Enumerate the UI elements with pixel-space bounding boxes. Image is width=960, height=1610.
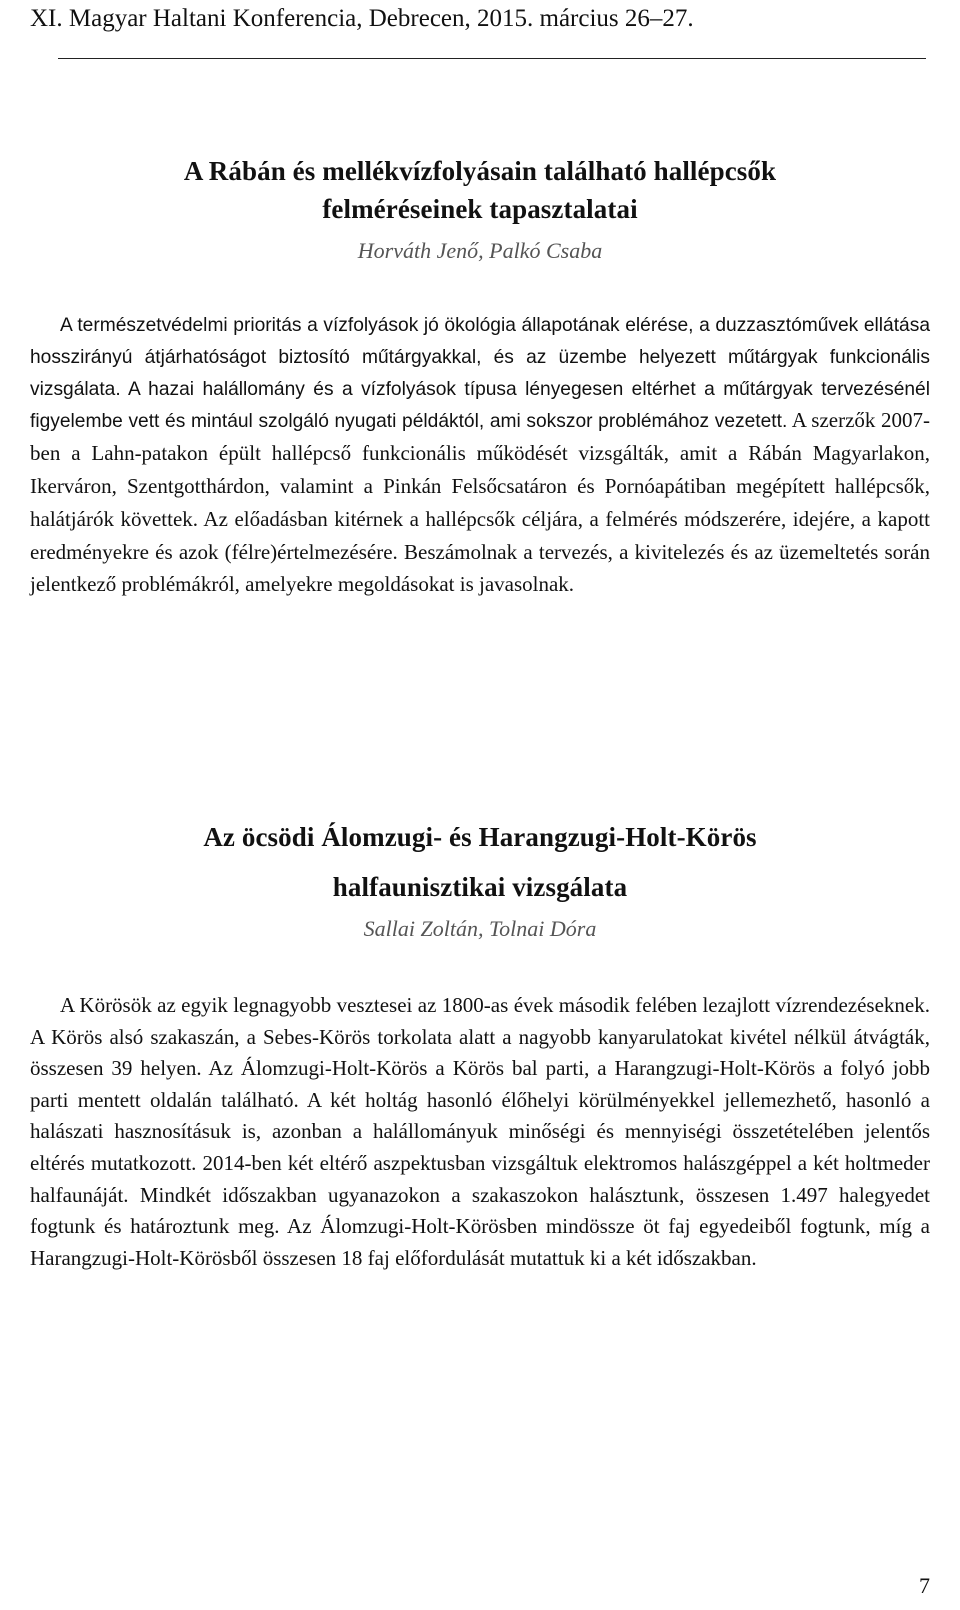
article-1-authors: Horváth Jenő, Palkó Csaba — [357, 238, 603, 263]
running-header: XI. Magyar Haltani Konferencia, Debrecen, 2015. március 26–27. — [30, 5, 694, 32]
article-2-title-line-1: Az öcsödi Álomzugi- és Harangzugi-Holt-Körös — [203, 822, 757, 852]
article-2-authors: Sallai Zoltán, Tolnai Dóra — [363, 916, 597, 941]
article-1-abstract-part-1: A természetvédelmi prioritás a vízfolyások jó ökológia állapotának elérése, a duzzasztóművek ellátása hosszirányú átjárhatóságot biztosító műtárgyakkal, és az üzembe helyezett műtárgyak funkcionális vizsgálata. A hazai halállomány és a vízfolyások típusa lényegesen eltérhet a műtárgyak tervezésénél figyelembe vett és mintául szolgáló nyugati példáktól, ami sokszor problémához vezetett. — [30, 315, 930, 433]
article-1-title — [30, 152, 930, 228]
article-1-abstract — [30, 310, 930, 602]
header-rule — [58, 58, 926, 59]
article-1-title-line-1: A Rábán és mellékvízfolyásain található hallépcsők — [183, 156, 777, 186]
article-1-title-line-2: felméréseinek tapasztalatai — [322, 194, 638, 224]
article-1-abstract-part-2: A szerzők 2007-ben a Lahn-patakon épült hallépcső funkcionális működését vizsgálták, amit a Rábán Magyarlakon, Ikerváron, Szentgotthárdon, valamint a Pinkán Felsőcsatáron és Pornóapátiban megépített hallépcsők, halátjárók követtek. Az előadásban kitérnek a hallépcsők céljára, a felmérés módszerére, idejére, a kapott eredményekre és azok (félre)értelmezésére. Beszámolnak a tervezés, a kivitelezés és az üzemeltetés során jelentkező problémákról, amelyekre megoldásokat is javasolnak. — [30, 408, 930, 597]
article-1 — [30, 152, 930, 602]
article-2 — [30, 812, 930, 1274]
page-number: 7 — [919, 1573, 930, 1598]
article-2-abstract: A Körösök az egyik legnagyobb vesztesei az 1800-as évek második felében lezajlott vízrendezéseknek. A Körös alsó szakaszán, a Sebes-Körös torkolata alatt a nagyobb kanyarulatokat kivétel nélkül átvágták, összesen 39 helyen. Az Álomzugi-Holt-Körös a Körös bal parti, a Harangzugi-Holt-Körös a folyó jobb parti mentett oldalán található. A két holtág hasonló élőhelyi körülményekkel jellemezhető, hasonló a halászati hasznosításuk is, azonban a halállományuk minőségi és mennyiségi összetételében jelentős eltérés mutatkozott. 2014-ben két eltérő aszpektusban vizsgáltuk elektromos halászgéppel a két holtmeder halfaunáját. Mindkét időszakban ugyanazokon a szakaszokon halásztunk, összesen 1.497 halegyedet fogtunk és határoztunk meg. Az Álomzugi-Holt-Körösben mindössze öt faj egyedeiből fogtunk, míg a Harangzugi-Holt-Körösből összesen 18 faj előfordulását mutattuk ki a két időszakban. — [30, 993, 930, 1270]
article-2-title — [30, 812, 930, 912]
article-2-title-line-2: halfaunisztikai vizsgálata — [332, 872, 628, 902]
